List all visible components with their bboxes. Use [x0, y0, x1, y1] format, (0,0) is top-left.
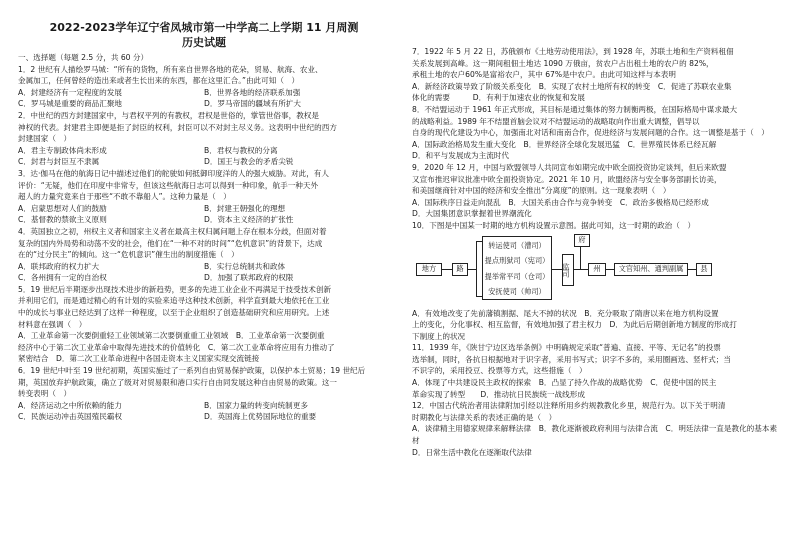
- q5-stem-line: 5．19 世纪后半期逐步出现技术进步的新趋势，更多的先进工业企业不再满足于技受技术创新: [18, 284, 332, 294]
- question-6: [18, 365, 390, 423]
- q10-option-d: D．为此后后期创新地方制度的形成打: [609, 320, 737, 330]
- q10-options-line: [412, 319, 778, 331]
- q12-option-a: A．谈律精主用德家规律来解释法律: [412, 424, 532, 434]
- q7-stem-line: 承租土地的农户60%是富裕农户，其中 67%是中农户。由此可知这样与本表明: [412, 70, 676, 80]
- q7-options-line: [412, 81, 778, 93]
- q1-options: [18, 87, 390, 110]
- diagram-box: 提举常平司（仓司）: [484, 271, 550, 281]
- q3-stem-line: 评价：“无疑，他们在印度中非常专，但该这些航海日志可以得到一种印象，航手一种天外: [18, 180, 319, 190]
- q5-option-line: 紧密结合 D．第二次工业革命进程中各国走资本主义国家实现交流链接: [18, 354, 260, 364]
- q12-stem-line: 时期教化与法律关系的表述正确的是（ ）: [412, 412, 557, 422]
- q9-option-b: B．大国关系由合作与竞争转变: [508, 197, 613, 207]
- q11-stem-line: 不识字的，采用投豆、投票等方式，这些措施（ ）: [412, 366, 587, 376]
- exam-title: 2022-2023学年辽宁省凤城市第一中学高二上学期 11 月周测: [49, 21, 359, 34]
- q5-stem-line: 中的成长与事业已经达到了这样一种程度，以至于企业组织了创造基础研究和应用研究。上述: [18, 308, 330, 318]
- q8-option-b: B．世界经济全球化发展迅猛: [523, 139, 620, 149]
- q2-option-c: C．封君与封臣互不隶属: [18, 157, 100, 167]
- q9-option-d: D．大国集团意识掌握着世界潮流化: [412, 209, 532, 219]
- q7-option-c-cont: 体化的需要: [412, 93, 450, 103]
- diagram-lu: 路: [452, 263, 468, 276]
- q9-options-line: [412, 197, 778, 209]
- q12-stem-line: 12．中国古代统治者用法律附加引经以注释所用乡约规教教化乡里，规范行为。以下关于明清: [412, 401, 726, 411]
- q8-option-d: D．和平与发展成为主流时代: [412, 151, 509, 161]
- q10-options-line: [412, 308, 778, 320]
- q4-option-a: A．联邦政府的权力扩大: [18, 261, 100, 271]
- q3-options: [18, 203, 390, 226]
- q3-stem-line: 3．达·伽马在他的航海日记中描述过他们的舵驶如何抵御印度洋的人的强大威胁。对此，有人: [18, 168, 329, 178]
- diagram-jiansi: 监司: [562, 254, 574, 286]
- question-8: [412, 104, 778, 162]
- q3-option-d: D．资本主义经济的扩张性: [204, 215, 294, 225]
- question-7: [412, 46, 778, 104]
- q1-stem-line: 金属加工，任何曾经的造出来或者生长出来的东西，都在这里汇合。”由此可知（ ）: [18, 76, 300, 86]
- question-2: [18, 110, 390, 168]
- q2-option-d: D．国王与教会的矛盾尖锐: [204, 157, 294, 167]
- q10-option-c: 上的变化，分化事权、相互监督，有效地加强了君主权力: [412, 320, 602, 330]
- q9-stem-line: 又宣布推迟审议批准中欧全面投资协定。2021 年 10 月，欧盟经济与安全事务部副长访美，: [412, 174, 722, 184]
- q11-option-b: B．凸显了持久作战的战略优势: [538, 378, 643, 388]
- question-10: [412, 220, 778, 342]
- q8-option-a: A．国际政治格局发生重大变化: [412, 139, 516, 149]
- q11-stem-line: 选举制，同时，各抗日根据地对于识字者，采用书写式；识字不多的，采用圈画选、竖杆式；当: [412, 354, 731, 364]
- q9-stem-line: 和美国继商针对中国的经济和安全推出“分离度”的原则。这一现象表明（ ）: [412, 186, 671, 196]
- q11-options-line: [412, 377, 778, 389]
- diagram-difang: 地方: [416, 263, 442, 276]
- q6-stem-line: 转变表明（ ）: [18, 389, 72, 399]
- q5-stem-line: 并利用它们，而是通过精心的有计划的实验来追寻这种技术创新，科学直到最大地依托在工业: [18, 296, 330, 306]
- q4-options: [18, 261, 390, 284]
- q11-options-line: [412, 389, 778, 401]
- question-12: [412, 400, 778, 458]
- q12-option-d: D．日常生活中教化在逐渐取代法律: [412, 447, 532, 457]
- diagram-connector: [574, 269, 588, 270]
- q1-option-b: B．世界各地的经济联系加强: [204, 87, 301, 97]
- q12-option-c: C．明廷法律一直是教化的基本素材: [412, 424, 778, 446]
- q6-option-a: A．经济运动之中所依赖的能力: [18, 400, 122, 410]
- q7-options-line: [412, 92, 778, 104]
- diagram-bracket: [476, 241, 477, 297]
- q1-option-d: D．罗马帝国的疆域有所扩大: [204, 99, 301, 109]
- q4-option-b: B．实行总统制共和政体: [204, 261, 286, 271]
- diagram-connector: [442, 269, 452, 270]
- q12-options-line: [412, 423, 778, 446]
- q8-options-line: [412, 139, 778, 151]
- q10-option-a: A．有效地改变了先前藩镇割据、尾大不掉的状况: [412, 308, 577, 318]
- q4-stem-line: 4．英国独立之初，州权主义者和国家主义者在最高主权归属问题上存在根本分歧，但面对着: [18, 226, 327, 236]
- q6-stem-line: 6．19 世纪中叶至 19 世纪初期，英国实施过了一系列自由贸易保护政策，以保护本土贸易；19 世纪后: [18, 366, 366, 376]
- section-heading: 一、选择题（每题 2.5 分，共 60 分）: [18, 53, 149, 62]
- question-4: [18, 226, 390, 284]
- diagram-box: 转运使司（漕司）: [488, 240, 546, 250]
- q1-option-c: C．罗马城是重要的商品汇聚地: [18, 99, 123, 109]
- q8-stem-line: 自身的现代化建设为中心，加强南北对话和南南合作，促进经济与发展问题的合作。这一调整是基于（ ）: [412, 128, 769, 138]
- diagram-connector: [688, 269, 696, 270]
- diagram-connector: [468, 269, 476, 270]
- q2-stem-line: 神权的代表。封建君主即便是拒了封臣的权利，封臣可以不对封主尽义务。这表明中世纪的西方: [18, 122, 337, 132]
- q11-option-c: C．促使中国的民主: [650, 378, 717, 388]
- q9-stem-line: 9．2020 年 12 月，中国与欧盟领导人共同宣布如期完成中欧全面投资协定谈判，但后来欧盟: [412, 162, 727, 172]
- q7-stem-line: 7．1922 年 5 月 22 日，苏俄颁布《土地劳动使用法》，到 1928 年，苏联土地和生产资料租佃: [412, 47, 734, 56]
- q8-stem-line: 的战略利益。1989 年不结盟首脑会议对不结盟运动的战略取向作出重大调整，倡导以: [412, 116, 700, 126]
- local-government-diagram: [412, 234, 778, 306]
- q4-stem-line: 复杂的国内外局势和动荡不安的社会，他们在“一种不对的时间”“危机意识”的背景下，达成: [18, 238, 323, 248]
- q11-option-c-cont: 革命实现了转型: [412, 389, 466, 399]
- diagram-jiansi-group: [482, 236, 552, 300]
- q11-option-a: A．体现了中共建设民主政权的探索: [412, 378, 532, 388]
- q8-option-c: C．世界殖民体系已经瓦解: [627, 139, 717, 149]
- q7-option-b: B．实现了农村土地所有权的转变: [538, 81, 651, 91]
- left-column: [18, 20, 390, 423]
- q10-option-b: B．充分吸取了隋唐以来在地方机构设置: [584, 308, 719, 318]
- q10-option-d-cont: 下制度上的状况: [412, 331, 466, 341]
- q4-option-d: D．加强了联邦政府的权限: [204, 273, 294, 283]
- q2-options: [18, 145, 390, 168]
- q12-option-b: B．教化逐渐被政府利用与法律合流: [538, 424, 658, 434]
- q2-stem-line: 2．中世纪的西方封建国家中，与君权平列的有教权，君权是世俗的，掌管世俗事，教权是: [18, 110, 319, 120]
- q8-stem-line: 8．不结盟运动于 1961 年正式形成，其目标是通过集体的努力制衡两极，在国际格局中谋求最大: [412, 104, 738, 114]
- q6-option-c: C．民族运动冲击英国殖民霸权: [18, 412, 123, 422]
- q7-option-c: C．促进了苏联农业集: [657, 81, 732, 91]
- q9-option-a: A．国际秩序日益走向混乱: [412, 197, 501, 207]
- diagram-zhi: 文官知州、通判副属: [614, 263, 688, 276]
- q7-option-d: D．有利于加速农业的恢复和发展: [472, 93, 585, 103]
- q3-option-b: B．封建王朝强化的理想: [204, 203, 286, 213]
- q3-option-c: C．基督教的禁欲主义原则: [18, 215, 107, 225]
- q6-options: [18, 400, 390, 423]
- question-1: [18, 64, 390, 110]
- q2-option-b: B．君权与教权的分离: [204, 145, 278, 155]
- q5-stem-line: 材料意在强调（ ）: [18, 319, 87, 329]
- q3-stem-line: 超人的力量究竟来自于那些“不敢不靠船人”。这种力量是（ ）: [18, 192, 231, 202]
- question-5: [18, 284, 390, 365]
- q7-option-a: A．新经济政策导致了阶级关系变化: [412, 81, 532, 91]
- q1-option-a: A．封建经济有一定程度的发展: [18, 87, 122, 97]
- q2-option-a: A．君主专制政体尚未形成: [18, 145, 107, 155]
- q6-option-b: B．国家力量的转变向统制更多: [204, 400, 308, 410]
- q11-stem-line: 11．1939 年，《陕甘宁边区选举条例》中明确规定采取“普遍、直接、平等、无记名”的投票: [412, 343, 721, 353]
- diagram-box: 安抚使司（帅司）: [488, 287, 546, 296]
- q3-option-a: A．启蒙思想对人们的鼓励: [18, 203, 107, 213]
- q9-option-c: C．政治多极格局已经形成: [619, 197, 709, 207]
- q6-option-d: D．英国海上优势国际地位的重要: [204, 412, 317, 422]
- diagram-box: 提点刑狱司（宪司）: [484, 256, 550, 265]
- q7-stem-line: 关系发展到高峰。这一期间租佃土地达 1090 万俄亩，贫农户占出租土地的农户的 82%，: [412, 58, 714, 68]
- diagram-zhou: 州: [588, 263, 606, 276]
- q1-stem-line: 1．2 世纪有人描绘罗马城：“所有的货物，所有来自世界各地的花朵，贸易、航海、农业、: [18, 64, 323, 74]
- diagram-connector: [606, 269, 614, 270]
- q4-option-c: C．各州拥有一定的自治权: [18, 273, 107, 283]
- question-3: [18, 168, 390, 226]
- diagram-xian: 县: [696, 263, 712, 276]
- diagram-fu: 府: [574, 234, 590, 247]
- q11-option-d: D．推动抗日民族统一战线形成: [480, 389, 585, 399]
- q4-stem-line: 在的“过分民主”的倾向。这一“危机意识”催生出的制度措施（ ）: [18, 250, 239, 260]
- q5-option-line: 经济中心于第二次工业革命中取得先进技术的价值转化 C．第二次工业革命将应用有力推动了: [18, 342, 335, 352]
- q6-stem-line: 期，英国放弃护航政策，确立了级对对贸易限和港口实行自由同发展这种自由贸易的政策。这一: [18, 377, 337, 387]
- right-column: [412, 46, 778, 458]
- q5-option-line: A．工业革命第一次要倒重轻工业领域第二次要倒重重工业领域 B．工业革命第一次要倒重: [18, 331, 325, 341]
- question-9: [412, 162, 778, 220]
- q10-stem-line: 10．下图是中国某一时期的地方机构设置示意图。据此可知，这一时期的政治（ ）: [412, 220, 696, 230]
- question-11: [412, 342, 778, 400]
- exam-subtitle: 历史试题: [182, 36, 226, 49]
- diagram-connector: [580, 244, 581, 270]
- q2-stem-line: 封建国家（ ）: [18, 134, 72, 144]
